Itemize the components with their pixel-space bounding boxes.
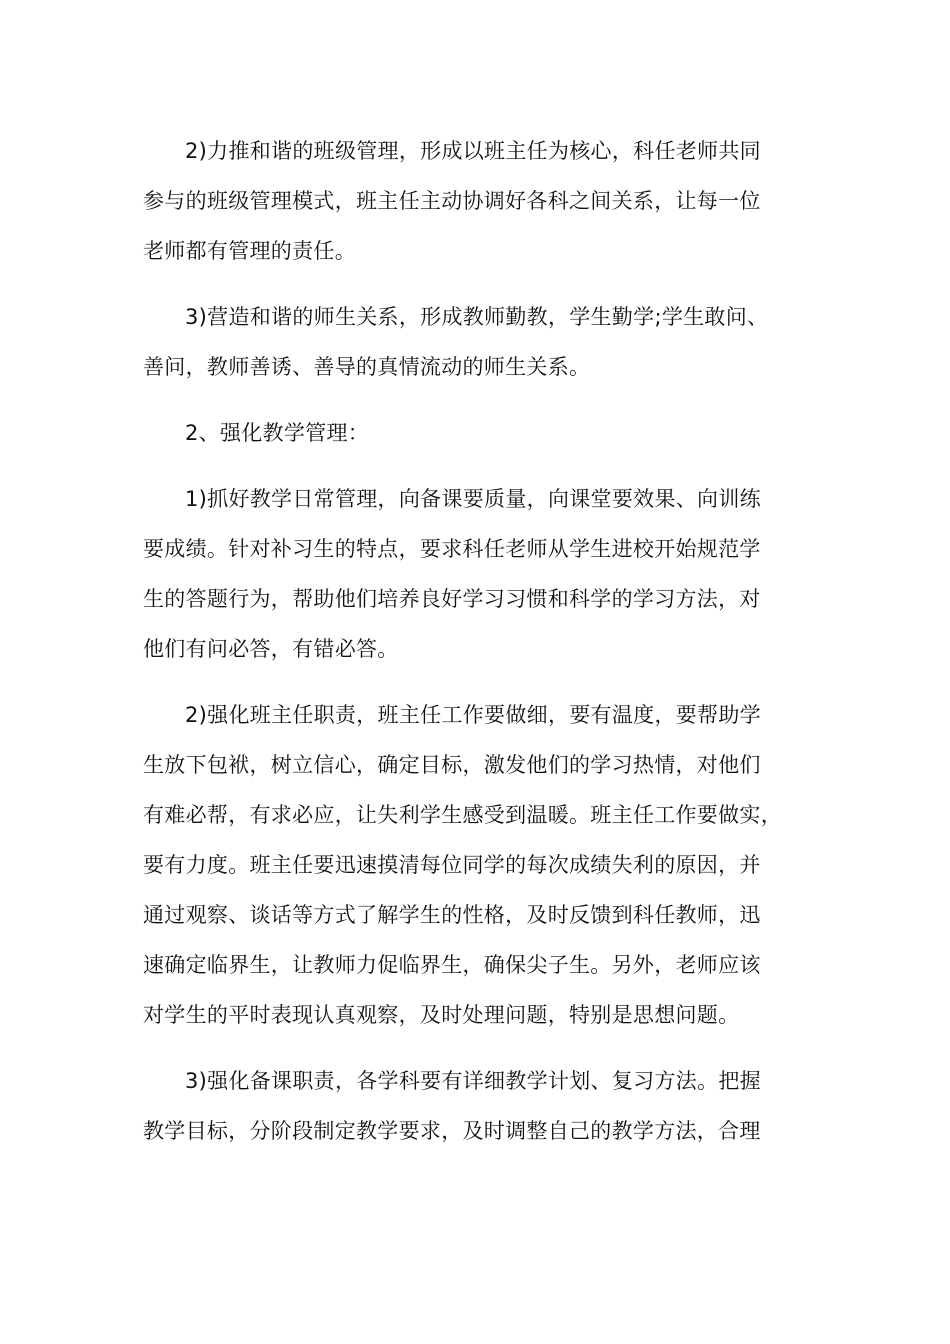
paragraph-line: 通过观察、谈话等方式了解学生的性格，及时反馈到科任教师，迅 — [143, 903, 761, 927]
paragraph-line: 2)强化班主任职责，班主任工作要做细，要有温度，要帮助学 — [185, 703, 761, 727]
paragraph-line: 要有力度。班主任要迅速摸清每位同学的每次成绩失利的原因，并 — [143, 853, 761, 877]
paragraph-line: 有难必帮，有求必应，让失利学生感受到温暖。班主任工作要做实， — [143, 803, 782, 827]
paragraph-line: 参与的班级管理模式，班主任主动协调好各科之间关系，让每一位 — [143, 189, 761, 213]
paragraph-line: 3)营造和谐的师生关系，形成教师勤教，学生勤学;学生敢问、 — [185, 305, 769, 329]
paragraph-line: 2)力推和谐的班级管理，形成以班主任为核心，科任老师共同 — [185, 139, 761, 163]
paragraph-line: 要成绩。针对补习生的特点，要求科任老师从学生进校开始规范学 — [143, 537, 761, 561]
paragraph-line: 生放下包袱，树立信心，确定目标，激发他们的学习热情，对他们 — [143, 753, 761, 777]
paragraph-line: 速确定临界生，让教师力促临界生，确保尖子生。另外，老师应该 — [143, 953, 761, 977]
paragraph-line: 1)抓好教学日常管理，向备课要质量，向课堂要效果、向训练 — [185, 487, 761, 511]
paragraph-line: 3)强化备课职责，各学科要有详细教学计划、复习方法。把握 — [185, 1069, 761, 1093]
paragraph — [143, 1056, 808, 1156]
paragraph — [143, 408, 808, 458]
paragraph-line: 善问，教师善诱、善导的真情流动的师生关系。 — [143, 355, 591, 379]
paragraph — [143, 126, 808, 276]
paragraph-line: 他们有问必答，有错必答。 — [143, 637, 399, 661]
paragraph-line: 老师都有管理的责任。 — [143, 239, 356, 263]
paragraph — [143, 292, 808, 392]
document-body — [143, 126, 808, 1172]
paragraph-line: 生的答题行为，帮助他们培养良好学习习惯和科学的学习方法，对 — [143, 587, 761, 611]
paragraph — [143, 690, 808, 1040]
paragraph-line: 2、强化教学管理： — [185, 421, 370, 445]
paragraph — [143, 474, 808, 674]
paragraph-line: 对学生的平时表现认真观察，及时处理问题，特别是思想问题。 — [143, 1003, 740, 1027]
paragraph-line: 教学目标，分阶段制定教学要求，及时调整自己的教学方法，合理 — [143, 1119, 761, 1143]
